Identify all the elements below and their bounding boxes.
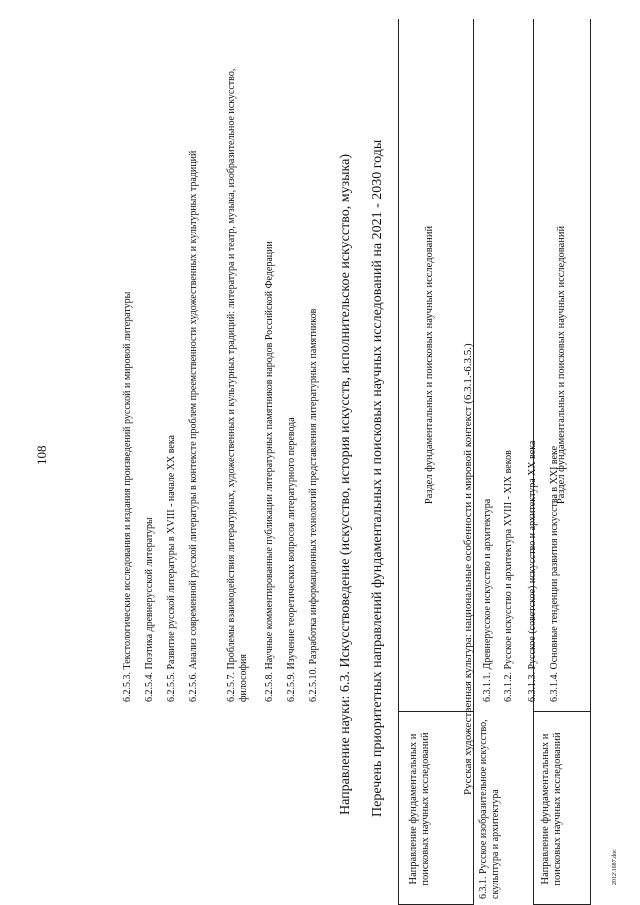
table1-item-1: 6.2.5.3. Текстологические исследования и издания произведений русской и мировой литературы [122, 291, 133, 702]
section-heading: Направление науки: 6.3. Искусствоведение (искусство, история искусств, исполнительское искусство, музыка) [338, 153, 353, 815]
table2-col1-header: Направление фундаментальных и поисковых научных исследований [408, 732, 431, 886]
table2-top-border [398, 19, 399, 905]
table2-col2-header: Раздел фундаментальных и поисковых научных исследований [424, 225, 435, 505]
table1-item-6: 6.2.5.8. Научные комментированные публикации литературных памятников народов Российской Федерации [264, 241, 275, 702]
table2-group-title: Русская художественная культура: национальные особенности и мировой контекст (6.3.1.-6.3.5.) [462, 343, 474, 795]
table2-item-4: 6.3.1.4. Основные тенденции развития искусства в XXI веке [549, 445, 560, 702]
table1-col2-header: Раздел фундаментальных и поисковых научных исследований [556, 225, 567, 505]
table1-item-4: 6.2.5.6. Анализ современной русской литературы в контексте проблем преемственности художественных и культурных традиций [188, 150, 199, 702]
table2-item-1: 6.3.1.1. Древнерусское искусство и архитектура [482, 498, 493, 702]
page-number: 108 [34, 445, 49, 465]
table1-item-7: 6.2.5.9. Изучение теоретических вопросов литературного перевода [286, 417, 297, 702]
table1-top-border [590, 19, 591, 905]
table1-item-8: 6.2.5.10. Разработка информационных технологий представления литературных памятников [308, 308, 319, 702]
table1-item-2: 6.2.5.4. Поэтика древнерусской литературы [144, 517, 155, 702]
table2-direction: 6.3.1. Русское изобразительное искусство, скульптура и архитектура [478, 719, 501, 899]
table1-col1-header: Направление фундаментальных и поисковых научных исследований [540, 732, 563, 886]
footer-file-code: 2012\1687.doc [612, 849, 618, 885]
list-caption: Перечень приоритетных направлений фундаментальных и поисковых научных исследований на 2021 - 2030 годы [370, 139, 385, 817]
table2-item-3: 6.3.1.3. Русское (советское) искусство и архитектура XX века [527, 440, 538, 702]
table1-item-3: 6.2.5.5. Развитие русской литературы в XVIII - начале XX века [166, 435, 177, 702]
table2-item-2: 6.3.1.2. Русское искусство и архитектура XVIII - XIX веков [503, 450, 514, 702]
table1-column-divider [533, 711, 590, 712]
table1-item-5: 6.2.5.7. Проблемы взаимодействия литературных, художественных и культурных традиций: литература и театр, музыка, изобразительное искусство, философия [226, 68, 249, 702]
